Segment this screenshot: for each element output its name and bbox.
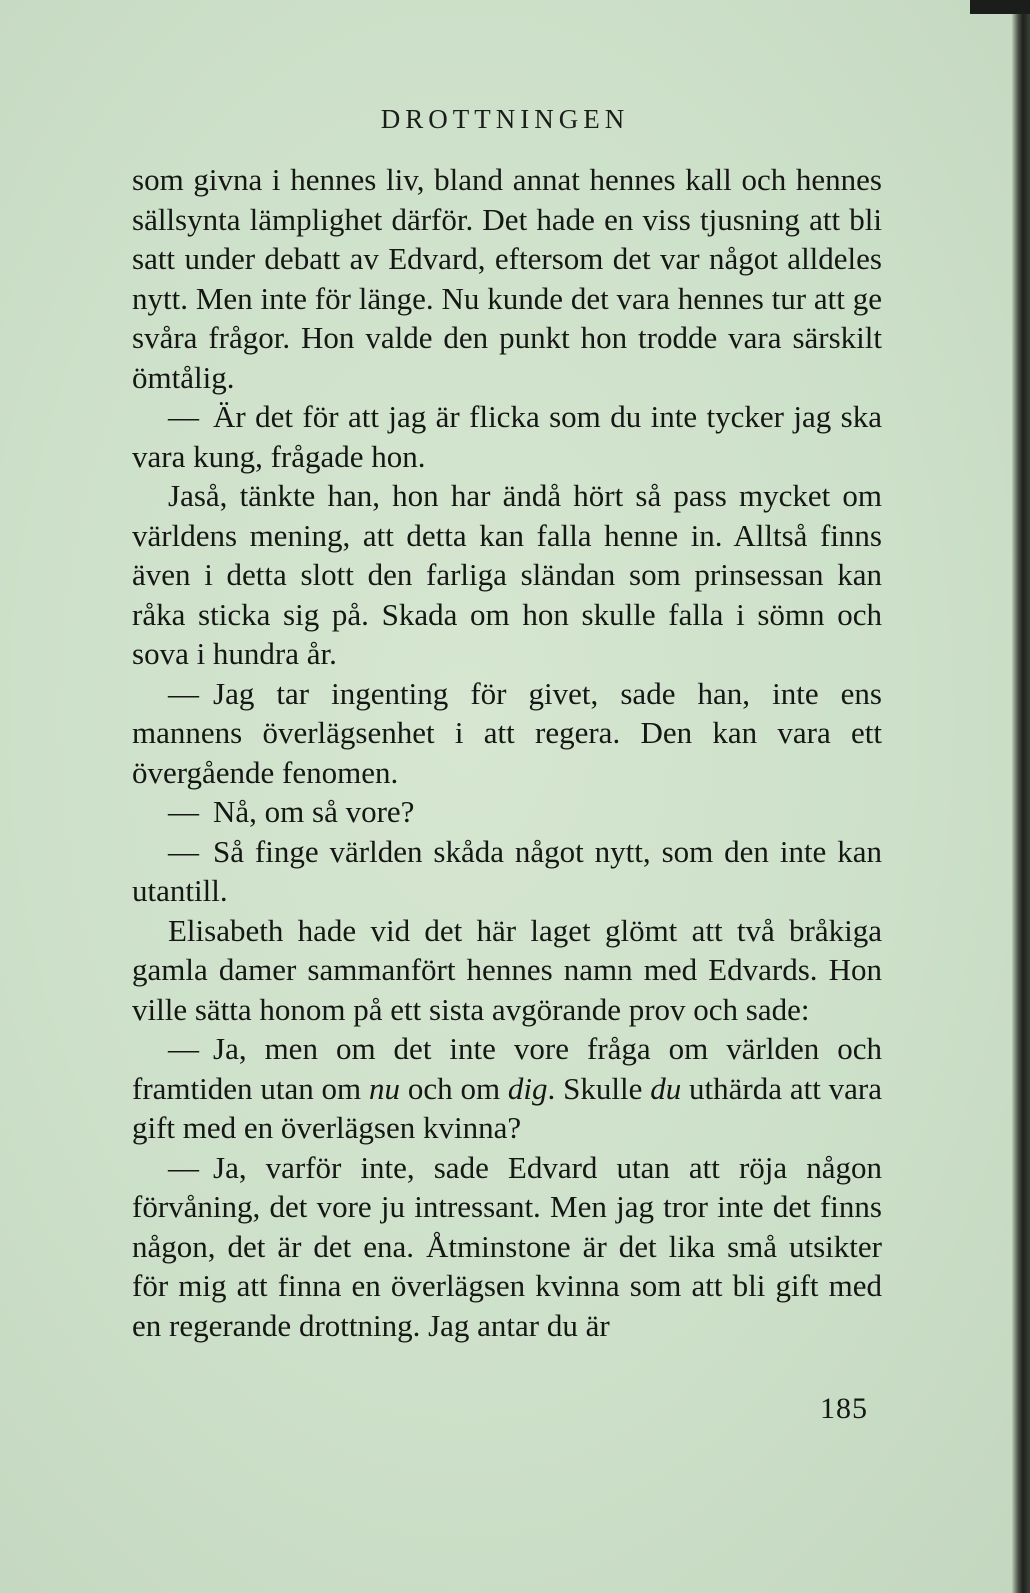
page-corner-shadow bbox=[970, 0, 1030, 14]
running-head: DROTTNINGEN bbox=[380, 104, 630, 134]
paragraph-9 bbox=[132, 1148, 882, 1346]
paragraph-6-text: Så finge världen skåda något nytt, som den inte kan utantill. bbox=[132, 833, 882, 908]
paragraph-5-text: Nå, om så vore? bbox=[213, 794, 415, 829]
body-text bbox=[132, 160, 882, 1345]
paragraph-8 bbox=[132, 1029, 882, 1148]
dialogue-dash: — bbox=[168, 794, 199, 829]
paragraph-8-text-c: och om bbox=[400, 1070, 508, 1106]
page-number: 185 bbox=[820, 1392, 868, 1425]
paragraph-5 bbox=[132, 792, 882, 832]
paragraph-9-text: Ja, varför inte, sade Edvard utan att röja någon förvåning, det vore ju intressant. Men jag tror inte det finns någon, det är det ena. Åtminstone är det lika små utsikter för mig att finna en överlägsen kvinna som att bli gift med en regerande drottning. Jag antar du är bbox=[132, 1149, 882, 1343]
paragraph-8-italic-dig: dig bbox=[507, 1070, 548, 1106]
paragraph-8-italic-du: du bbox=[650, 1070, 682, 1106]
paragraph-8-text-g: uthärda att vara gift med en överlägsen kvinna? bbox=[132, 1070, 882, 1145]
paragraph-3: Jaså, tänkte han, hon har ändå hört så pass mycket om världens mening, att detta kan falla henne in. Alltså finns även i detta slott den farliga sländan som prinsessan kan råka sticka sig på. Skada om hon skulle falla i sömn och sova i hundra år. bbox=[132, 478, 882, 671]
paragraph-4-text: Jag tar ingenting för givet, sade han, inte ens mannens överlägsenhet i att regera. Den kan vara ett övergående fenomen. bbox=[132, 675, 882, 790]
paragraph-8-text-e: . Skulle bbox=[547, 1070, 651, 1106]
page-edge-shadow bbox=[1012, 0, 1030, 1593]
paragraph-2 bbox=[132, 397, 882, 476]
dialogue-dash: — bbox=[168, 1149, 199, 1185]
paragraph-7: Elisabeth hade vid det här laget glömt att två bråkiga gamla damer sammanfört hennes namn med Edvards. Hon ville sätta honom på ett sista avgörande prov och sade: bbox=[132, 912, 882, 1027]
paragraph-1: som givna i hennes liv, bland annat hennes kall och hennes sällsynta lämplighet därför. Det hade en viss tjusning att bli satt under debatt av Edvard, eftersom det var något alldeles nytt. Men inte för länge. Nu kunde det vara hennes tur att ge svåra frågor. Hon valde den punkt hon trodde vara särskilt ömtålig. bbox=[132, 162, 882, 395]
dialogue-dash: — bbox=[168, 1031, 199, 1066]
paragraph-6 bbox=[132, 832, 882, 911]
paragraph-8-text-a: Ja, men om det inte vore fråga om världen och framtiden utan om bbox=[132, 1031, 882, 1106]
dialogue-dash: — bbox=[168, 833, 199, 869]
paragraph-8-italic-nu: nu bbox=[369, 1070, 401, 1106]
dialogue-dash: — bbox=[168, 399, 199, 434]
paragraph-4 bbox=[132, 674, 882, 793]
paragraph-2-text: Är det för att jag är flicka som du inte tycker jag ska vara kung, frågade hon. bbox=[132, 399, 882, 474]
dialogue-dash: — bbox=[168, 675, 199, 711]
